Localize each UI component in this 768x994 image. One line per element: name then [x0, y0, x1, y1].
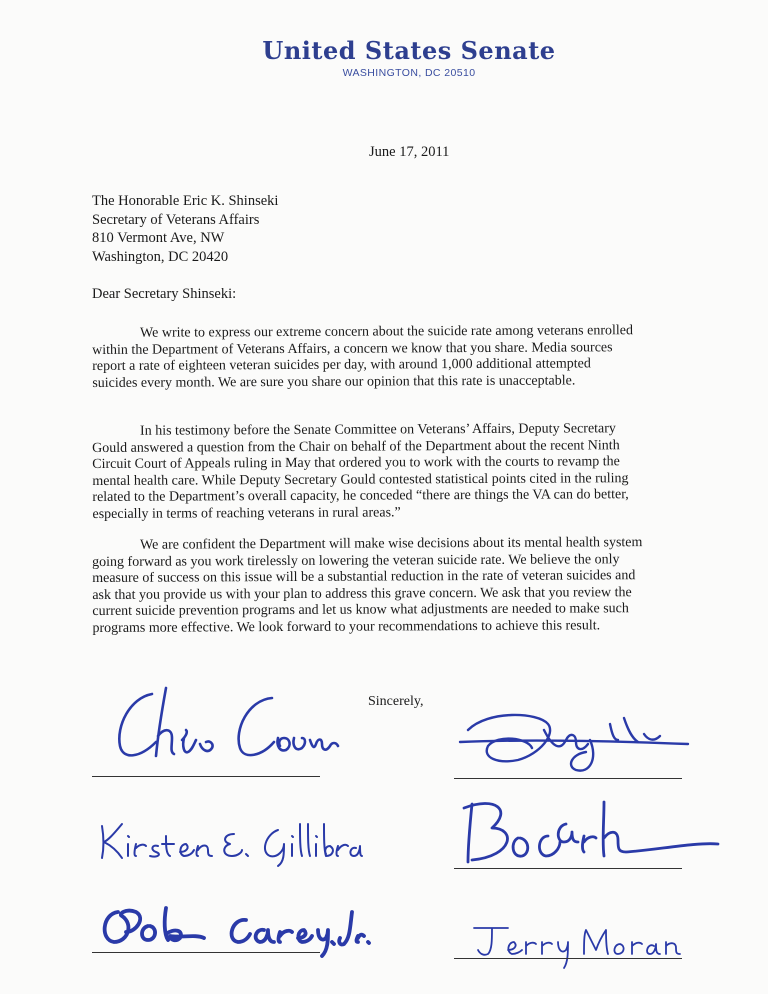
paragraph-line: In his testimony before the Senate Committee on Veterans’ Affairs, Deputy Secretary [139, 421, 616, 439]
paragraph-line: going forward as you work tirelessly on lowering the veteran suicide rate. We believe the only [92, 551, 620, 570]
signature-chris-coons [100, 680, 360, 770]
paragraph-line: current suicide prevention programs and let us know what adjustments are needed to make such [92, 601, 629, 619]
signature-bob-casey [96, 898, 366, 958]
paragraph-line: suicides every month. We are sure you share our opinion that this rate is unacceptable. [92, 372, 576, 391]
paragraph-1 [92, 323, 692, 392]
paragraph-line: mental health care. While Deputy Secretary Gould contested statistical points cited in the ruling [92, 470, 629, 489]
paragraph-line: related to the Department’s overall capacity, he conceded “there are things the VA can do better, [92, 487, 629, 505]
paragraph-line: programs more effective. We look forward to your recommendations to achieve this result. [92, 617, 601, 636]
paragraph-line: especially in terms of reaching veterans in rural areas.” [92, 504, 401, 522]
paragraph-3 [92, 535, 693, 637]
signature-line [454, 958, 682, 959]
signature-line [454, 778, 682, 779]
addressee-block [92, 192, 278, 266]
addressee-line: Secretary of Veterans Affairs [92, 211, 260, 228]
letter-date: June 17, 2011 [369, 144, 450, 160]
paragraph-line: Gould answered a question from the Chair on behalf of the Department about the recent Ninth [92, 437, 620, 456]
signature-jerry-moran [468, 920, 688, 970]
addressee-line: The Honorable Eric K. Shinseki [92, 193, 279, 209]
signature-line [454, 868, 682, 869]
paragraph-line: report a rate of eighteen veteran suicides per day, with around 1,000 additional attempted [92, 356, 591, 374]
paragraph-line: within the Department of Veterans Affairs, a concern we know that you share. Media sources [92, 339, 613, 358]
addressee-line: Washington, DC 20420 [92, 248, 229, 265]
letterhead-address: WASHINGTON, DC 20510 [342, 67, 476, 79]
paragraph-line: ask that you provide us with your plan to address this grave concern. We ask that you review the [92, 584, 632, 603]
salutation: Dear Secretary Shinseki: [92, 286, 237, 302]
letterhead-title: United States Senate [262, 36, 556, 65]
signature-jim-webb [448, 700, 698, 780]
paragraph-line: We write to express our extreme concern about the suicide rate among veterans enrolled [139, 323, 634, 341]
signature-line [92, 952, 320, 953]
paragraph-2 [92, 421, 693, 523]
paragraph-line: Circuit Court of Appeals ruling in May that ordered you to work with the courts to revamp the [92, 454, 620, 472]
signature-kirsten-gillibrand [92, 810, 362, 870]
signature-max-baucus [456, 792, 726, 872]
paragraph-line: We are confident the Department will make wise decisions about its mental health system [139, 535, 643, 553]
addressee-line: 810 Vermont Ave, NW [92, 230, 225, 246]
paragraph-line: measure of success on this issue will be a substantial reduction in the rate of veteran suicides and [92, 568, 636, 586]
closing: Sincerely, [368, 694, 424, 709]
signature-line [92, 776, 320, 777]
letterhead [0, 36, 768, 79]
